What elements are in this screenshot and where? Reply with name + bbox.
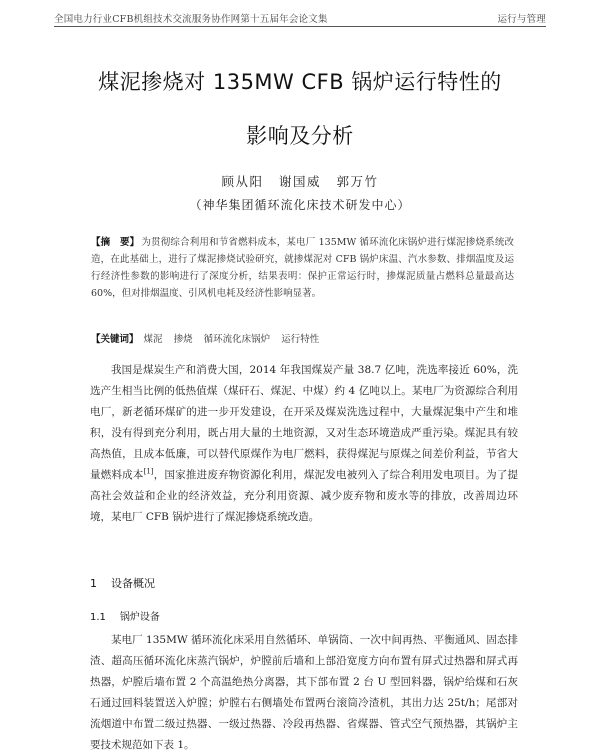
keyword-item: 煤泥 (143, 334, 163, 345)
running-header (54, 10, 546, 27)
authors (0, 172, 600, 190)
keyword-item: 运行特性 (281, 334, 320, 345)
abstract-label: 【摘 要】 (91, 237, 140, 248)
section-number: 1 (90, 577, 97, 590)
paper-title-line2: 影响及分析 (246, 124, 354, 148)
keyword-item: 循环流化床锅炉 (203, 334, 271, 345)
author-2: 谢国威 (278, 174, 321, 189)
subsection-title: 锅炉设备 (119, 612, 160, 623)
section-title: 设备概况 (111, 577, 155, 590)
affiliation: （神华集团循环流化床技术研发中心） (189, 198, 411, 212)
paper-title-line1: 煤泥掺烧对 135MW CFB 锅炉运行特性的 (98, 70, 502, 94)
keywords-label: 【关键词】 (91, 334, 139, 345)
reference-marker: [1] (143, 467, 154, 476)
abstract (91, 234, 514, 302)
subsection-heading-1-1 (90, 608, 160, 623)
abstract-text: 为贯彻综合利用和节省燃料成本，某电厂 135MW 循环流化床锅炉进行煤泥掺烧系统改造，在此基础上，进行了煤泥掺烧试验研究，就掺煤泥对 CFB 锅炉床温、汽水参数、排烟温度及运行经济性参数的影响进行了深度分析，结果表明：保护正常运行时，掺煤泥质量占燃料总量最高达 60%，但对排烟温度、引风机电耗及经济性影响显著。 (91, 237, 514, 299)
section-heading-1 (90, 575, 155, 591)
header-proceedings: 全国电力行业CFB机组技术交流服务协作网第十五届年会论文集 (54, 14, 328, 25)
boiler-paragraph: 某电厂 135MW 循环流化床采用自然循环、单锅筒、一次中间再热、平衡通风、固态排渣、超高压循环流化床蒸汽锅炉，炉膛前后墙和上部沿宽度方向布置有屏式过热器和屏式再热器，炉膛后墙布置 2 个高温绝热分离器，其下部布置 2 台 U 型回料器，锅炉给煤和石灰石通过回料装置送入炉膛；炉膛右右侧墙处布置两台滚筒冷渣机，其出力达 25t/h；尾部对流烟道中布置二级过热器、一级过热器、冷段再热器、省煤器、管式空气预热器，其锅炉主要技术规范如下表 1。 (90, 634, 518, 751)
introduction (90, 360, 518, 528)
header-section: 运行与管理 (497, 14, 546, 25)
intro-text-part2: ，国家推进废弃物资源化利用，煤泥发电被列入了综合利用发电项目。为了提高社会效益和企业的经济效益，充分利用资源、减少废弃物和废水等的排放，改善周边环境，某电厂 CFB 锅炉进行了煤泥掺烧系统改造。 (90, 469, 519, 523)
keyword-item: 掺烧 (173, 334, 193, 345)
subsection-number: 1.1 (90, 612, 106, 623)
intro-paragraph (90, 360, 518, 528)
author-3: 郭万竹 (336, 174, 379, 189)
keywords (91, 331, 514, 345)
intro-text-part1: 我国是煤炭生产和消费大国，2014 年我国煤炭产量 38.7 亿吨，洗选率接近 60%，洗选产生相当比例的低热值煤（煤矸石、煤泥、中煤）约 4 亿吨以上。某电厂为资源综合利用电厂，新老循环煤矿的进一步开发建设，在开采及煤炭洗选过程中，大量煤泥集中产生和堆积，没有得到充分利用，既占用大量的土地资源，又对生态环境造成严重污染。煤泥具有较高热值，且成本低廉，可以替代原煤作为电厂燃料，获得煤泥与原煤之间差价利益，节省大量燃料成本 (90, 364, 518, 481)
author-1: 顾从阳 (221, 174, 264, 189)
boiler-description (90, 630, 518, 756)
